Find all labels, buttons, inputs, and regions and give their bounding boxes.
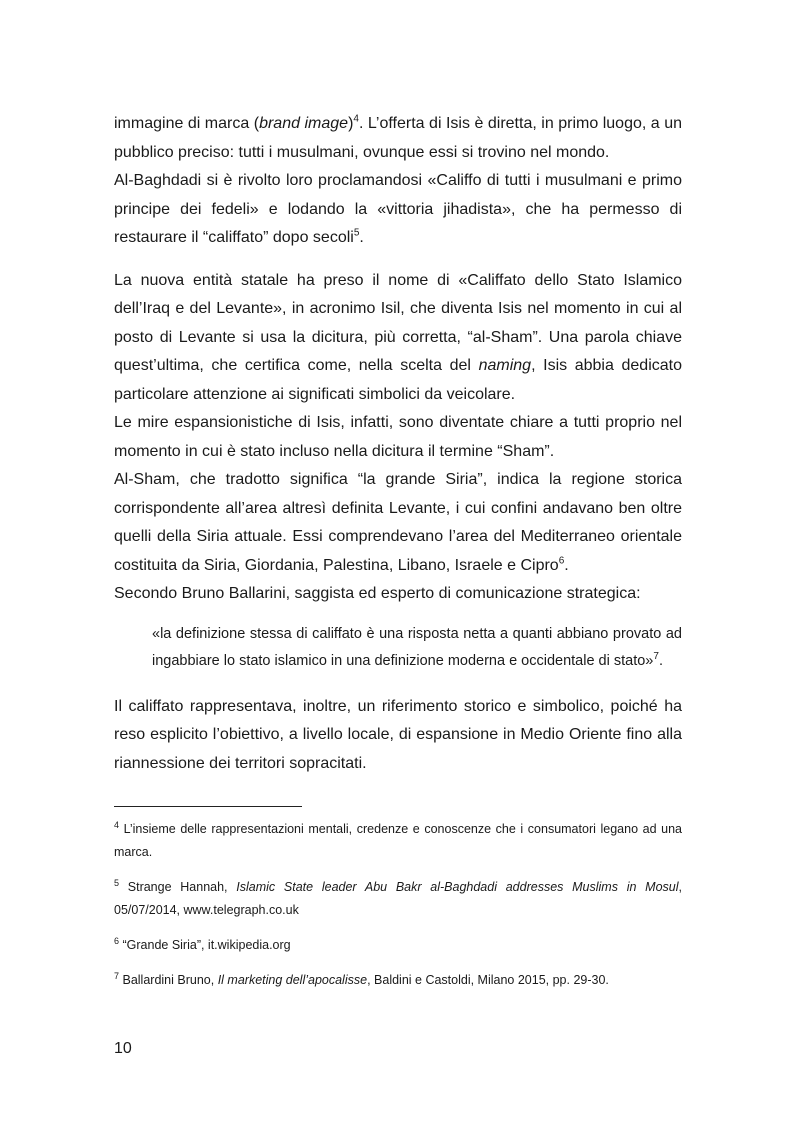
footnote-number: 5 bbox=[114, 877, 120, 888]
footnote-ref-5[interactable]: 5 bbox=[353, 227, 360, 239]
text: . bbox=[658, 652, 663, 669]
footnote-number: 4 bbox=[114, 819, 120, 830]
text: Al-Baghdadi si è rivolto loro proclamandosi «Califfo di tutti i musulmani e primo principe dei fedeli» e lodando la «vittoria jihadista», che ha permesso di restaurare il “califfato” dopo secoli bbox=[114, 172, 682, 246]
text: «la definizione stessa di califfato è una risposta netta a quanti abbiano provato ad ingabbiare lo stato islamico in una definizione moderna e occidentale di stato» bbox=[152, 625, 682, 669]
text: ) bbox=[348, 115, 354, 132]
footnotes bbox=[114, 818, 682, 1004]
footnote-number: 6 bbox=[114, 935, 120, 946]
footnote-6 bbox=[114, 934, 682, 957]
paragraph-4: Le mire espansionistiche di Isis, infatti, sono diventate chiare a tutti proprio nel momento in cui è stato incluso nella dicitura il termine “Sham”. bbox=[114, 414, 682, 460]
paragraph-6: Secondo Bruno Ballarini, saggista ed esperto di comunicazione strategica: bbox=[114, 585, 641, 602]
text: Al-Sham, che tradotto significa “la grande Siria”, indica la regione storica corrispondente all’area altresì definita Levante, i cui confini andavano ben oltre quelli della Siria attuale. Essi comprendevano l’area del Mediterraneo orientale costituita da Siria, Giordania, Palestina, Libano, Israele e Cipro bbox=[114, 471, 682, 574]
text: immagine di marca ( bbox=[114, 115, 260, 132]
paragraph-2 bbox=[114, 167, 682, 253]
text: . L’offerta di Isis è diretta, in primo luogo, a un pubblico preciso: tutti i musulmani, ovunque essi si trovino nel mondo. bbox=[114, 115, 682, 161]
block-quote bbox=[152, 621, 682, 675]
footnote-divider bbox=[114, 806, 302, 807]
text: , Isis abbia dedicato particolare attenzione ai significati simbolici da veicolare. bbox=[114, 357, 682, 403]
text: Ballardini Bruno, bbox=[119, 973, 218, 987]
footnote-ref-7[interactable]: 7 bbox=[653, 650, 659, 662]
italic-title: Islamic State leader Abu Bakr al-Baghdadi addresses Muslims in Mosul bbox=[236, 880, 679, 894]
text: , Baldini e Castoldi, Milano 2015, pp. 29-30. bbox=[367, 973, 609, 987]
page-number: 10 bbox=[114, 1040, 132, 1057]
paragraph-5 bbox=[114, 466, 682, 580]
footnote-5 bbox=[114, 876, 682, 922]
text: , 05/07/2014, www.telegraph.co.uk bbox=[114, 880, 682, 917]
footnote-ref-4[interactable]: 4 bbox=[353, 113, 359, 125]
footnote-number: 7 bbox=[114, 970, 120, 981]
footnote-7 bbox=[114, 969, 682, 992]
paragraph-7: Il califfato rappresentava, inoltre, un riferimento storico e simbolico, poiché ha reso esplicito l’obiettivo, a livello locale, di espansione in Medio Oriente fino alla riannessione dei territori sopracitati. bbox=[114, 697, 682, 772]
text: . bbox=[564, 556, 569, 574]
text: Strange Hannah, bbox=[119, 880, 237, 894]
text: La nuova entità statale ha preso il nome di «Califfato dello Stato Islamico dell’Iraq e del Levante», in acronimo Isil, che diventa Isis nel momento in cui al posto di Levante si usa la dicitura, più corretta, “al-Sham”. Una parola chiave quest’ultima, che certifica come, nella scelta del bbox=[114, 271, 682, 374]
italic-term: naming bbox=[478, 357, 532, 374]
paragraph-3 bbox=[114, 267, 682, 410]
italic-term: brand image bbox=[259, 115, 349, 132]
text: . bbox=[359, 229, 364, 246]
text: L’insieme delle rappresentazioni mentali, credenze e conoscenze che i consumatori legano ad una marca. bbox=[114, 822, 682, 859]
footnote-ref-6[interactable]: 6 bbox=[558, 555, 565, 567]
paragraph-1 bbox=[114, 110, 682, 167]
footnote-4 bbox=[114, 818, 682, 864]
body-text bbox=[114, 110, 682, 778]
italic-title: Il marketing dell’apocalisse bbox=[217, 973, 368, 987]
text: “Grande Siria”, it.wikipedia.org bbox=[119, 938, 291, 952]
